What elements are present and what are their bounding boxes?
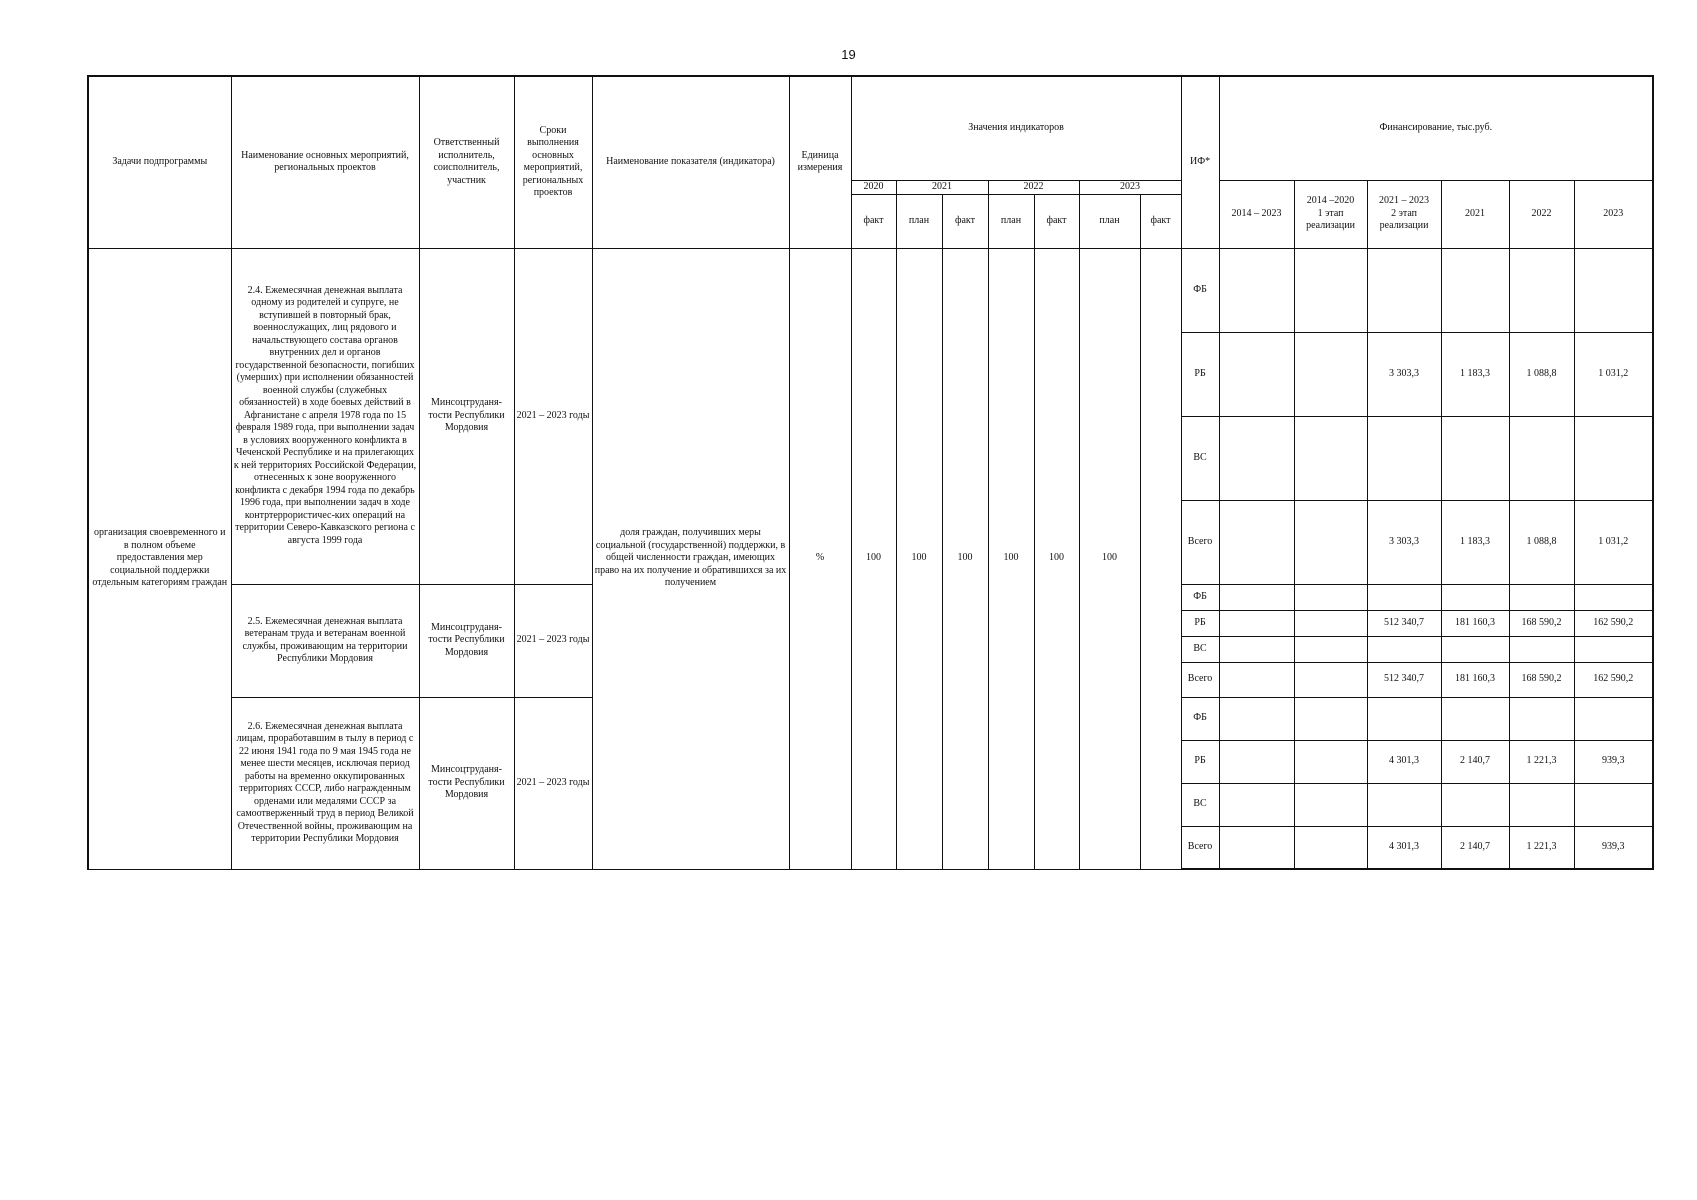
fin-cell xyxy=(1367,584,1441,610)
fin-cell xyxy=(1219,332,1294,416)
fin-cell xyxy=(1441,248,1509,332)
fin-cell xyxy=(1294,248,1367,332)
header-fin-stage-1: 2014 –2020 1 этап реализации xyxy=(1294,180,1367,248)
fin-cell xyxy=(1574,697,1653,740)
fin-cell xyxy=(1441,416,1509,500)
indicator-name: доля граждан, получивших меры социальной (государственной) поддержки, в общей численности граждан, имеющих право на их получение и обратившихся за их получением xyxy=(592,248,789,869)
header-if: ИФ* xyxy=(1181,76,1219,248)
fin-cell xyxy=(1294,416,1367,500)
fin-cell xyxy=(1219,416,1294,500)
fin-cell xyxy=(1294,826,1367,869)
source-label: РБ xyxy=(1181,740,1219,783)
fin-cell: 4 301,3 xyxy=(1367,826,1441,869)
fin-cell xyxy=(1509,783,1574,826)
source-label: Всего xyxy=(1181,500,1219,584)
fin-cell xyxy=(1574,636,1653,662)
measure-executor: Минсоцтруданя-тости Республики Мордовия xyxy=(419,248,514,584)
fin-cell xyxy=(1509,697,1574,740)
header-indicator-values: Значения индикаторов xyxy=(851,76,1181,180)
fin-cell xyxy=(1574,248,1653,332)
fin-cell xyxy=(1441,783,1509,826)
fin-cell xyxy=(1294,740,1367,783)
fin-cell: 1 183,3 xyxy=(1441,500,1509,584)
indicator-value-2022-plan: 100 xyxy=(988,248,1034,869)
fin-cell xyxy=(1367,636,1441,662)
fin-cell: 2 140,7 xyxy=(1441,740,1509,783)
fin-cell: 168 590,2 xyxy=(1509,662,1574,697)
fin-cell xyxy=(1367,783,1441,826)
header-financing: Финансирование, тыс.руб. xyxy=(1219,76,1653,180)
header-fact-2022: факт xyxy=(1034,194,1079,248)
indicator-value-2021-fact: 100 xyxy=(942,248,988,869)
fin-cell xyxy=(1294,636,1367,662)
fin-cell xyxy=(1219,740,1294,783)
source-label: ВС xyxy=(1181,636,1219,662)
measure-terms: 2021 – 2023 годы xyxy=(514,697,592,869)
fin-cell: 181 160,3 xyxy=(1441,610,1509,636)
header-executor: Ответственный исполнитель, соисполнитель, участник xyxy=(419,76,514,248)
fin-cell: 3 303,3 xyxy=(1367,500,1441,584)
fin-cell xyxy=(1219,662,1294,697)
fin-cell xyxy=(1509,416,1574,500)
fin-cell xyxy=(1367,248,1441,332)
source-label: ФБ xyxy=(1181,584,1219,610)
measure-terms: 2021 – 2023 годы xyxy=(514,248,592,584)
fin-cell: 168 590,2 xyxy=(1509,610,1574,636)
indicator-value-2021-plan: 100 xyxy=(896,248,942,869)
source-label: ФБ xyxy=(1181,248,1219,332)
header-plan-2021: план xyxy=(896,194,942,248)
fin-cell xyxy=(1574,416,1653,500)
fin-cell xyxy=(1441,636,1509,662)
header-fin-2014-2023: 2014 – 2023 xyxy=(1219,180,1294,248)
source-label: Всего xyxy=(1181,826,1219,869)
fin-cell: 2 140,7 xyxy=(1441,826,1509,869)
fin-cell xyxy=(1219,500,1294,584)
fin-cell xyxy=(1219,826,1294,869)
indicator-value-2022-fact: 100 xyxy=(1034,248,1079,869)
indicator-value-2023-plan: 100 xyxy=(1079,248,1140,869)
task-cell: организация своевременного и в полном объеме предоставления мер социальной поддержки отдельным категориям граждан xyxy=(88,248,231,869)
header-fact-2020: факт xyxy=(851,194,896,248)
header-unit: Единица измерения xyxy=(789,76,851,248)
fin-cell xyxy=(1574,584,1653,610)
fin-cell xyxy=(1294,332,1367,416)
measure-name: 2.6. Ежемесячная денежная выплата лицам, проработавшим в тылу в период с 22 июня 1941 года по 9 мая 1945 года не менее шести месяцев, исключая период работы на временно оккупированных территориях СССР, либо награжденным орденами или медалями СССР за самоотверженный труд в период Великой Отечественной войны, проживающим на территории Республики Мордовия xyxy=(231,697,419,869)
header-plan-2022: план xyxy=(988,194,1034,248)
fin-cell: 3 303,3 xyxy=(1367,332,1441,416)
source-label: ВС xyxy=(1181,783,1219,826)
source-label: РБ xyxy=(1181,332,1219,416)
header-measures: Наименование основных мероприятий, региональных проектов xyxy=(231,76,419,248)
fin-cell xyxy=(1441,584,1509,610)
table-row xyxy=(88,248,1653,332)
fin-cell xyxy=(1294,662,1367,697)
header-year-2022: 2022 xyxy=(988,180,1079,194)
fin-cell: 4 301,3 xyxy=(1367,740,1441,783)
fin-cell xyxy=(1294,500,1367,584)
header-tasks: Задачи подпрограммы xyxy=(88,76,231,248)
header-terms: Сроки выполнения основных мероприятий, региональных проектов xyxy=(514,76,592,248)
fin-cell xyxy=(1509,636,1574,662)
header-year-2020: 2020 xyxy=(851,180,896,194)
fin-cell xyxy=(1219,584,1294,610)
measure-executor: Минсоцтруданя-тости Республики Мордовия xyxy=(419,584,514,697)
header-fin-2021: 2021 xyxy=(1441,180,1509,248)
header-fin-2023: 2023 xyxy=(1574,180,1653,248)
fin-cell xyxy=(1219,783,1294,826)
indicator-value-2023-fact xyxy=(1140,248,1181,869)
measure-name: 2.5. Ежемесячная денежная выплата ветеранам труда и ветеранам военной службы, проживающим на территории Республики Мордовия xyxy=(231,584,419,697)
fin-cell xyxy=(1294,783,1367,826)
measure-name: 2.4. Ежемесячная денежная выплата одному из родителей и супруге, не вступившей в повторный брак, военнослужащих, лиц рядового и начальствующего состава органов внутренних дел и органов государственной безопасности, погибших (умерших) при исполнении обязанностей военной службы (служебных обязанностей) в ходе боевых действий в Афганистане с апреля 1978 года по 15 февраля 1989 года, при выполнении задач в условиях вооруженного конфликта в Чеченской Республике и на прилегающих к ней территориях Российской Федерации, отнесенных к зоне вооруженного конфликта с декабря 1994 года по декабрь 1996 года, при выполнении задач в ходе контртеррористичес-ких операций на территории Северо-Кавказского региона с августа 1999 года xyxy=(231,248,419,584)
fin-cell xyxy=(1509,584,1574,610)
header-fin-stage-2: 2021 – 2023 2 этап реализации xyxy=(1367,180,1441,248)
fin-cell xyxy=(1219,636,1294,662)
source-label: ФБ xyxy=(1181,697,1219,740)
fin-cell: 162 590,2 xyxy=(1574,662,1653,697)
indicator-value-2020-fact: 100 xyxy=(851,248,896,869)
fin-cell: 939,3 xyxy=(1574,740,1653,783)
source-label: РБ xyxy=(1181,610,1219,636)
header-year-2021: 2021 xyxy=(896,180,988,194)
page-number: 19 xyxy=(841,47,856,62)
fin-cell: 1 031,2 xyxy=(1574,500,1653,584)
fin-cell xyxy=(1367,697,1441,740)
fin-cell: 512 340,7 xyxy=(1367,662,1441,697)
measure-executor: Минсоцтруданя-тости Республики Мордовия xyxy=(419,697,514,869)
source-label: ВС xyxy=(1181,416,1219,500)
fin-cell: 1 088,8 xyxy=(1509,500,1574,584)
header-fin-2022: 2022 xyxy=(1509,180,1574,248)
header-fact-2021: факт xyxy=(942,194,988,248)
fin-cell: 512 340,7 xyxy=(1367,610,1441,636)
fin-cell xyxy=(1219,610,1294,636)
subprogram-table xyxy=(87,75,1654,870)
measure-terms: 2021 – 2023 годы xyxy=(514,584,592,697)
header-fact-2023: факт xyxy=(1140,194,1181,248)
fin-cell xyxy=(1367,416,1441,500)
fin-cell: 1 183,3 xyxy=(1441,332,1509,416)
header-year-2023: 2023 xyxy=(1079,180,1181,194)
fin-cell xyxy=(1219,248,1294,332)
indicator-unit: % xyxy=(789,248,851,869)
fin-cell: 1 221,3 xyxy=(1509,826,1574,869)
fin-cell xyxy=(1574,783,1653,826)
source-label: Всего xyxy=(1181,662,1219,697)
fin-cell: 162 590,2 xyxy=(1574,610,1653,636)
fin-cell xyxy=(1294,610,1367,636)
fin-cell xyxy=(1294,697,1367,740)
fin-cell xyxy=(1509,248,1574,332)
fin-cell: 1 088,8 xyxy=(1509,332,1574,416)
fin-cell xyxy=(1294,584,1367,610)
fin-cell xyxy=(1441,697,1509,740)
fin-cell: 939,3 xyxy=(1574,826,1653,869)
header-indicator: Наименование показателя (индикатора) xyxy=(592,76,789,248)
fin-cell: 1 221,3 xyxy=(1509,740,1574,783)
header-plan-2023: план xyxy=(1079,194,1140,248)
fin-cell: 1 031,2 xyxy=(1574,332,1653,416)
fin-cell xyxy=(1219,697,1294,740)
fin-cell: 181 160,3 xyxy=(1441,662,1509,697)
